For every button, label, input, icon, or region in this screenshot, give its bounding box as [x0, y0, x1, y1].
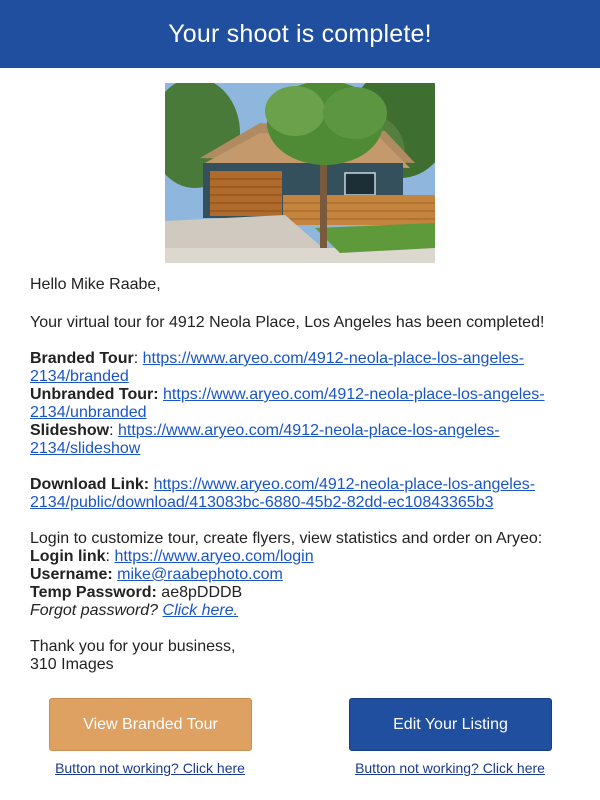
login-block: Login to customize tour, create flyers, view statistics and order on Aryeo: Login link: https://www.aryeo.com/login Username: mike@raabephoto.com Temp Password: ae8pDDDB Forgot password? Click here.: [30, 530, 543, 619]
unbranded-tour-link[interactable]: https://www.aryeo.com/4912-neola-place-los-angeles- 2134/unbranded: [30, 386, 545, 421]
edit-fallback-link[interactable]: Button not working? Click here: [355, 760, 545, 776]
thanks-text: Thank you for your business,: [30, 638, 236, 655]
login-link[interactable]: https://www.aryeo.com/login: [114, 548, 314, 565]
signoff: [30, 638, 570, 674]
slideshow-label: Slideshow: [30, 422, 110, 439]
page-title: Your shoot is complete!: [168, 19, 432, 48]
download-link[interactable]: https://www.aryeo.com/4912-neola-place-los-angeles- 2134/public/download/413083bc-6880-45b2-82dd-ec10843365b3: [30, 476, 536, 511]
forgot-password-link[interactable]: Click here.: [162, 602, 239, 619]
house-photo-icon[interactable]: [165, 83, 435, 263]
branded-fallback-link[interactable]: Button not working? Click here: [55, 760, 245, 776]
slideshow-link[interactable]: https://www.aryeo.com/4912-neola-place-los-angeles- 2134/slideshow: [30, 422, 500, 457]
login-link-label: Login link: [30, 548, 106, 565]
email-body: [0, 276, 600, 674]
branded-tour-link[interactable]: https://www.aryeo.com/4912-neola-place-los-angeles- 2134/branded: [30, 350, 525, 385]
download-block: [30, 476, 570, 512]
password-label: Temp Password:: [30, 584, 157, 601]
branded-tour-label: Branded Tour: [30, 350, 134, 367]
view-branded-tour-button[interactable]: View Branded Tour: [49, 698, 252, 751]
greeting: Hello Mike Raabe,: [30, 276, 161, 293]
username-label: Username:: [30, 566, 113, 583]
username-link[interactable]: mike@raabephoto.com: [117, 566, 283, 583]
password-value: ae8pDDDB: [161, 584, 243, 601]
photo-container: [0, 83, 600, 263]
login-intro: Login to customize tour, create flyers, view statistics and order on Aryeo:: [30, 530, 543, 547]
email-header: [0, 0, 600, 68]
company-name: 310 Images: [30, 656, 114, 673]
edit-listing-button[interactable]: Edit Your Listing: [349, 698, 552, 751]
download-label: Download Link:: [30, 476, 150, 493]
forgot-password-text: Forgot password?: [30, 602, 159, 619]
button-row: [0, 698, 600, 798]
intro-text: Your virtual tour for 4912 Neola Place, Los Angeles has been completed!: [30, 314, 545, 331]
unbranded-tour-label: Unbranded Tour:: [30, 386, 159, 403]
tour-links: Branded Tour: https://www.aryeo.com/4912-neola-place-los-angeles- 2134/branded Unbranded Tour: https://www.aryeo.com/4912-neola-place-los-angeles- 2134/unbranded Slideshow: https://www.aryeo.com/4912-neola-place-los-angeles- 2134/slideshow: [30, 350, 545, 457]
